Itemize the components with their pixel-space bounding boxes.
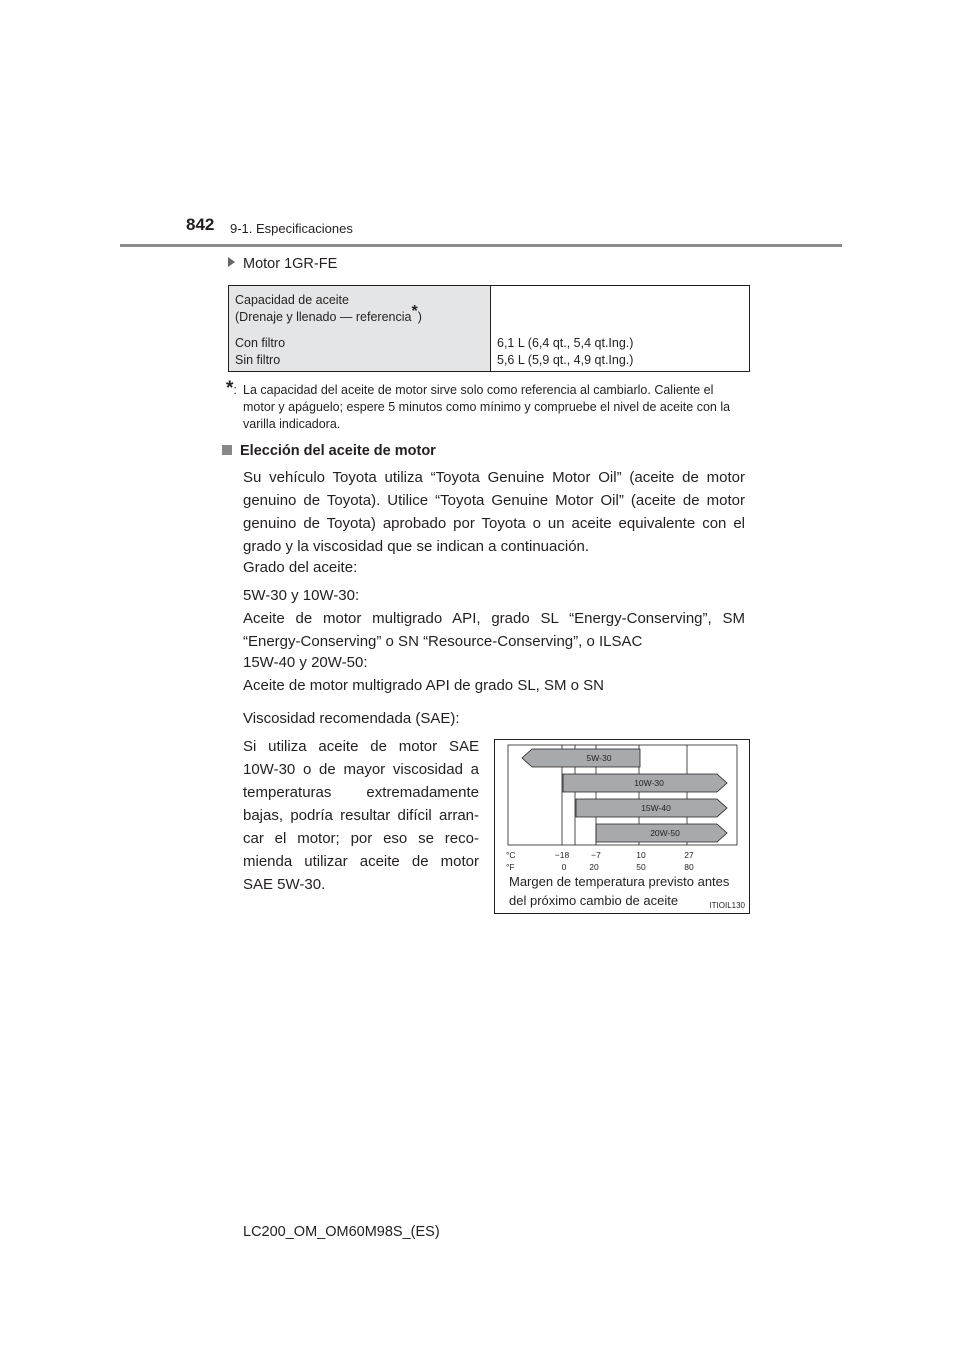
- grade-15w-text: Aceite de motor multigrado API de grado SL, SM o SN: [243, 677, 605, 694]
- table-row-values: [497, 335, 633, 369]
- viscosity-label: Viscosidad recomendada (SAE):: [243, 710, 460, 727]
- celsius-tick-10: 10: [636, 850, 646, 860]
- fahrenheit-tick-20: 20: [589, 862, 599, 872]
- section-title: 9-1. Especificaciones: [230, 221, 353, 236]
- band-5w-30: [522, 749, 640, 767]
- band-label-5w-30: 5W-30: [586, 753, 612, 763]
- intro-paragraph: Su vehículo Toyota utiliza “Toyota Genuine Motor Oil” (aceite de motor genuino de Toyota). Utilice “Toyota Genuine Motor Oil” (aceite de motor genuino de Toyota) aprobado por Toyota o un aceite equivalente con el grado y la viscosidad que se indican a continuación.: [243, 469, 745, 555]
- figure-caption-line2: del próximo cambio de aceite: [509, 893, 679, 908]
- section-heading-text: Elección del aceite de motor: [240, 443, 436, 459]
- footnote: [226, 378, 746, 433]
- figure-caption-line1: Margen de temperatura previsto antes: [509, 874, 730, 889]
- grade-5w-text: Aceite de motor multigrado API, grado SL “Energy-Conserving”, SM “Energy-Conserving” o SN “Resource-Conserving”, o ILSAC: [243, 610, 745, 650]
- celsius-unit: °C: [506, 850, 516, 860]
- viscosity-note: Si utiliza aceite de motor SAE 10W-30 o de mayor viscosidad a temperaturas extremadamente bajas, podría resultar difícil arran-car el motor; por eso se reco-mienda utilizar aceite de motor SAE 5W-30.: [243, 738, 479, 893]
- oil-capacity-table: [228, 285, 750, 372]
- celsius-tick-minus7: −7: [591, 850, 601, 860]
- row-value-with-filter: 6,1 L (6,4 qt., 5,4 qt.Ing.): [497, 336, 634, 350]
- grade-15w-block: [243, 651, 745, 697]
- row-value-without-filter: 5,6 L (5,9 qt., 4,9 qt.Ing.): [497, 353, 634, 367]
- celsius-tick-27: 27: [684, 850, 694, 860]
- fahrenheit-tick-50: 50: [636, 862, 646, 872]
- viscosity-figure: [494, 739, 750, 914]
- grade-5w-block: [243, 584, 745, 653]
- asterisk-mark: *: [411, 302, 418, 320]
- section-heading: [222, 443, 436, 459]
- triangle-bullet-icon: [228, 257, 235, 267]
- grade-15w-title: 15W-40 y 20W-50:: [243, 654, 368, 671]
- row-label-with-filter: Con filtro: [235, 336, 286, 350]
- grade-label: Grado del aceite:: [243, 559, 358, 576]
- table-header-line2: (Drenaje y llenado — referencia*): [235, 302, 422, 324]
- page-number: 842: [186, 215, 215, 234]
- fahrenheit-tick-0: 0: [561, 862, 567, 872]
- footnote-text: La capacidad del aceite de motor sirve solo como referencia al cambiarlo. Caliente el motor y apáguelo; espere 5 minutos como mínimo y compruebe el nivel de aceite con la varilla indicadora.: [243, 383, 731, 431]
- table-header-line1: Capacidad de aceite: [235, 293, 349, 307]
- band-label-10w-30: 10W-30: [634, 778, 664, 788]
- figure-caption: [509, 872, 729, 910]
- figure-code: ITIOIL130: [709, 901, 745, 910]
- footer-code: LC200_OM_OM60M98S_(ES): [243, 1224, 440, 1240]
- engine-subheading-text: Motor 1GR-FE: [243, 256, 338, 272]
- fahrenheit-unit: °F: [506, 862, 515, 872]
- engine-subheading: [228, 256, 337, 272]
- band-label-20w-50: 20W-50: [650, 828, 680, 838]
- header-rule: [120, 244, 842, 247]
- square-bullet-icon: [222, 445, 232, 455]
- row-label-without-filter: Sin filtro: [235, 353, 281, 367]
- grade-5w-title: 5W-30 y 10W-30:: [243, 587, 360, 604]
- footnote-mark: *:: [226, 378, 237, 399]
- table-header: [235, 292, 422, 326]
- celsius-tick-minus18: −18: [554, 850, 570, 860]
- fahrenheit-tick-80: 80: [684, 862, 694, 872]
- band-label-15w-40: 15W-40: [641, 803, 671, 813]
- table-row-labels: [235, 335, 285, 369]
